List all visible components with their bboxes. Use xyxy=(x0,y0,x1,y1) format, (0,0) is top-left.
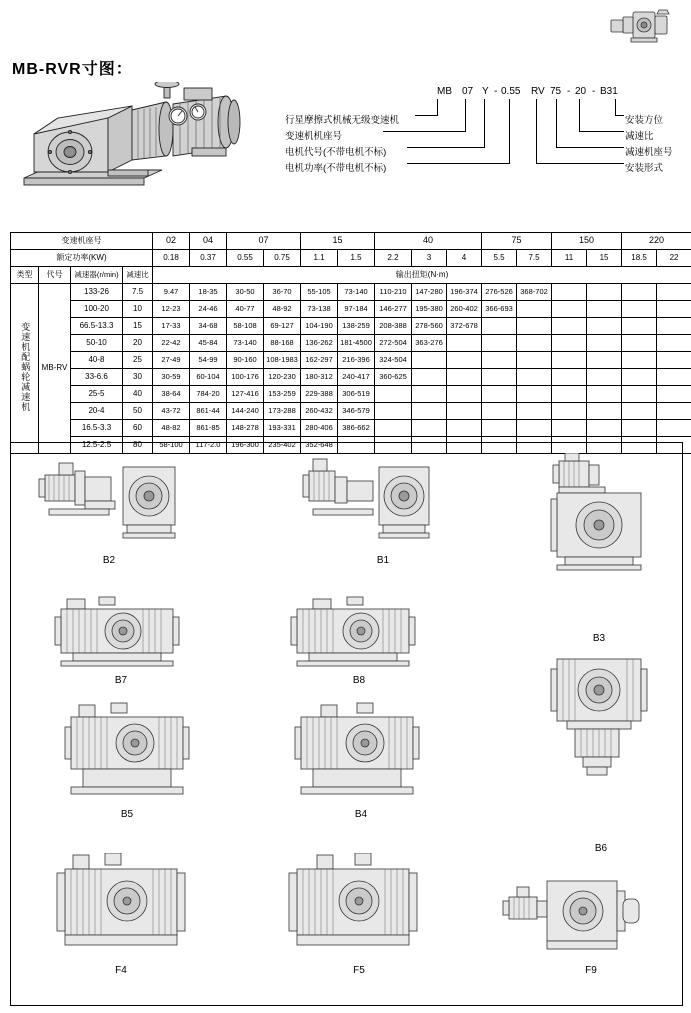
code-part-07: 07 xyxy=(462,86,474,97)
figure-caption-b5: B5 xyxy=(120,809,134,820)
cell-code-group: MB-RV xyxy=(39,284,71,454)
cell-torque xyxy=(587,386,622,403)
cell-torque: 195-380 xyxy=(412,301,447,318)
header-ratio: 减速比 xyxy=(123,267,153,284)
figure-b2 xyxy=(29,457,189,552)
cell-torque xyxy=(587,403,622,420)
cell-torque xyxy=(517,352,552,369)
header-frame-label: 变速机座号 xyxy=(11,233,153,250)
cell-ratio: 7.5 xyxy=(123,284,153,301)
cell-torque xyxy=(375,420,412,437)
cell-torque: 181-4500 xyxy=(338,335,375,352)
cell-torque: 360-625 xyxy=(375,369,412,386)
code-part-b31: B31 xyxy=(600,86,618,97)
cell-torque: 352-648 xyxy=(301,437,338,454)
label-mount-form: 安装形式 xyxy=(625,163,664,174)
gearbox-thumbnail-icon xyxy=(603,4,673,50)
figure-f5 xyxy=(283,853,433,963)
cell-torque: 324-504 xyxy=(375,352,412,369)
frame-size-220: 220 xyxy=(622,233,691,250)
code-dash-3: - xyxy=(592,86,596,97)
cell-torque: 216-396 xyxy=(338,352,375,369)
table-row xyxy=(11,386,691,403)
cell-torque xyxy=(657,301,691,318)
cell-ratio: 30 xyxy=(123,369,153,386)
cell-torque xyxy=(447,386,482,403)
cell-torque xyxy=(622,352,657,369)
cell-torque: 146-277 xyxy=(375,301,412,318)
power-9: 5.5 xyxy=(482,250,517,267)
page-title: MB-RVR寸图： xyxy=(12,61,133,78)
cell-torque: 48-92 xyxy=(264,301,301,318)
cell-torque xyxy=(412,420,447,437)
figure-f4 xyxy=(51,853,201,963)
table-row xyxy=(11,420,691,437)
cell-torque xyxy=(552,318,587,335)
header-power-label: 额定功率(KW) xyxy=(11,250,153,267)
cell-torque xyxy=(552,386,587,403)
cell-torque xyxy=(447,420,482,437)
cell-torque xyxy=(482,335,517,352)
cell-torque xyxy=(552,301,587,318)
cell-speed: 12.5-2.5 xyxy=(71,437,123,454)
table-row xyxy=(11,403,691,420)
power-11: 11 xyxy=(552,250,587,267)
cell-torque xyxy=(622,301,657,318)
power-13: 18.5 xyxy=(622,250,657,267)
cell-torque: 127-416 xyxy=(227,386,264,403)
cell-torque xyxy=(657,335,691,352)
cell-torque: 363-276 xyxy=(412,335,447,352)
cell-torque: 346-579 xyxy=(338,403,375,420)
cell-torque xyxy=(517,301,552,318)
table-row xyxy=(11,335,691,352)
specification-table-wrapper xyxy=(10,232,681,454)
cell-torque: 260-432 xyxy=(301,403,338,420)
power-3: 0.75 xyxy=(264,250,301,267)
cell-torque: 97-184 xyxy=(338,301,375,318)
table-row xyxy=(11,284,691,301)
header-speed: 减速器(r/min) xyxy=(71,267,123,284)
cell-torque: 208-388 xyxy=(375,318,412,335)
cell-torque: 45-84 xyxy=(190,335,227,352)
frame-size-150: 150 xyxy=(552,233,622,250)
cell-ratio: 25 xyxy=(123,352,153,369)
specification-table xyxy=(10,232,691,454)
label-reduction-ratio: 减速比 xyxy=(625,131,654,142)
cell-torque xyxy=(482,369,517,386)
table-row xyxy=(11,301,691,318)
cell-torque: 144-240 xyxy=(227,403,264,420)
code-part-rv: RV xyxy=(531,86,545,97)
cell-torque: 58-108 xyxy=(227,318,264,335)
cell-torque: 240-417 xyxy=(338,369,375,386)
figure-caption-b7: B7 xyxy=(114,675,128,686)
power-8: 4 xyxy=(447,250,482,267)
cell-torque xyxy=(657,318,691,335)
cell-torque: 162-297 xyxy=(301,352,338,369)
cell-torque: 12-23 xyxy=(153,301,190,318)
cell-torque: 100-176 xyxy=(227,369,264,386)
cell-torque xyxy=(587,318,622,335)
cell-speed: 100-20 xyxy=(71,301,123,318)
cell-torque xyxy=(447,403,482,420)
cell-torque xyxy=(447,352,482,369)
cell-torque xyxy=(622,284,657,301)
cell-torque: 117-2.0 xyxy=(190,437,227,454)
frame-size-75: 75 xyxy=(482,233,552,250)
cell-torque: 90-160 xyxy=(227,352,264,369)
cell-torque: 120-230 xyxy=(264,369,301,386)
cell-torque: 18-35 xyxy=(190,284,227,301)
cell-torque: 861-44 xyxy=(190,403,227,420)
cell-torque: 148-278 xyxy=(227,420,264,437)
cell-torque xyxy=(622,318,657,335)
label-variator-type: 行星摩擦式机械无级变速机 xyxy=(285,115,400,126)
cell-torque xyxy=(517,335,552,352)
cell-torque xyxy=(412,386,447,403)
cell-torque xyxy=(412,352,447,369)
power-6: 2.2 xyxy=(375,250,412,267)
cell-speed: 66.5-13.3 xyxy=(71,318,123,335)
cell-ratio: 15 xyxy=(123,318,153,335)
power-2: 0.55 xyxy=(227,250,264,267)
figure-caption-b1: B1 xyxy=(376,555,390,566)
cell-torque xyxy=(552,335,587,352)
cell-torque: 196-374 xyxy=(447,284,482,301)
cell-torque xyxy=(587,335,622,352)
frame-size-07: 07 xyxy=(227,233,301,250)
power-10: 7.5 xyxy=(517,250,552,267)
cell-torque: 30-59 xyxy=(153,369,190,386)
cell-speed: 133-26 xyxy=(71,284,123,301)
frame-size-15: 15 xyxy=(301,233,375,250)
mounting-figures-panel xyxy=(10,442,683,1006)
figure-b3 xyxy=(531,453,666,623)
cell-ratio: 10 xyxy=(123,301,153,318)
figure-b8 xyxy=(283,591,433,671)
code-dash-2: - xyxy=(567,86,571,97)
cell-torque: 280-406 xyxy=(301,420,338,437)
figure-caption-b3: B3 xyxy=(592,633,606,644)
cell-torque xyxy=(587,284,622,301)
cell-torque xyxy=(412,369,447,386)
cell-torque: 34-68 xyxy=(190,318,227,335)
cell-torque: 27-49 xyxy=(153,352,190,369)
cell-torque xyxy=(552,369,587,386)
table-row-column-heads xyxy=(11,267,691,284)
cell-speed: 20-4 xyxy=(71,403,123,420)
cell-torque: 147-280 xyxy=(412,284,447,301)
table-row xyxy=(11,352,691,369)
figure-b6 xyxy=(531,653,666,823)
cell-torque: 136-262 xyxy=(301,335,338,352)
cell-torque: 48-82 xyxy=(153,420,190,437)
cell-torque: 180-312 xyxy=(301,369,338,386)
cell-torque xyxy=(375,386,412,403)
cell-torque: 235-402 xyxy=(264,437,301,454)
cell-torque xyxy=(657,420,691,437)
power-7: 3 xyxy=(412,250,447,267)
frame-size-40: 40 xyxy=(375,233,482,250)
header-torque: 输出扭矩(N·m) xyxy=(153,267,691,284)
cell-torque xyxy=(375,403,412,420)
model-code-breakdown xyxy=(285,86,681,204)
cell-torque: 73-138 xyxy=(301,301,338,318)
frame-size-02: 02 xyxy=(153,233,190,250)
figure-caption-b2: B2 xyxy=(102,555,116,566)
cell-torque: 40-77 xyxy=(227,301,264,318)
cell-torque: 368-702 xyxy=(517,284,552,301)
cell-torque: 69-127 xyxy=(264,318,301,335)
figure-b7 xyxy=(47,591,197,671)
cell-torque: 306-519 xyxy=(338,386,375,403)
figure-caption-b6: B6 xyxy=(594,843,608,854)
cell-torque xyxy=(622,386,657,403)
cell-torque: 366-693 xyxy=(482,301,517,318)
cell-torque xyxy=(517,420,552,437)
cell-torque xyxy=(552,420,587,437)
cell-torque xyxy=(657,386,691,403)
cell-torque xyxy=(622,403,657,420)
cell-torque: 104-190 xyxy=(301,318,338,335)
table-row-rated-power xyxy=(11,250,691,267)
cell-torque xyxy=(482,352,517,369)
figure-b1 xyxy=(283,457,443,552)
cell-ratio: 40 xyxy=(123,386,153,403)
cell-ratio: 60 xyxy=(123,420,153,437)
figure-caption-f9: F9 xyxy=(585,965,597,976)
figure-caption-b4: B4 xyxy=(354,809,368,820)
label-mount-position: 安装方位 xyxy=(625,115,664,126)
header-code: 代号 xyxy=(39,267,71,284)
power-12: 15 xyxy=(587,250,622,267)
cell-torque xyxy=(552,403,587,420)
cell-torque: 861-85 xyxy=(190,420,227,437)
cell-torque: 22-42 xyxy=(153,335,190,352)
cell-torque: 43-72 xyxy=(153,403,190,420)
cell-torque xyxy=(482,403,517,420)
power-1: 0.37 xyxy=(190,250,227,267)
cell-torque xyxy=(517,386,552,403)
cell-torque: 73-140 xyxy=(227,335,264,352)
cell-torque: 173-288 xyxy=(264,403,301,420)
power-5: 1.5 xyxy=(338,250,375,267)
cell-torque: 73-140 xyxy=(338,284,375,301)
cell-speed: 50-10 xyxy=(71,335,123,352)
table-row-frame-sizes xyxy=(11,233,691,250)
cell-torque: 55-105 xyxy=(301,284,338,301)
cell-torque xyxy=(657,352,691,369)
cell-ratio: 20 xyxy=(123,335,153,352)
cell-torque xyxy=(412,403,447,420)
cell-torque xyxy=(657,403,691,420)
header-type: 类型 xyxy=(11,267,39,284)
cell-torque: 196-300 xyxy=(227,437,264,454)
cell-torque: 9.47 xyxy=(153,284,190,301)
table-row xyxy=(11,369,691,386)
figure-f9 xyxy=(499,867,659,967)
code-part-power: 0.55 xyxy=(501,86,521,97)
cell-torque: 278-560 xyxy=(412,318,447,335)
cell-speed: 40-8 xyxy=(71,352,123,369)
cell-torque xyxy=(552,284,587,301)
code-part-75: 75 xyxy=(550,86,562,97)
cell-torque xyxy=(482,420,517,437)
cell-torque xyxy=(517,369,552,386)
cell-ratio: 80 xyxy=(123,437,153,454)
cell-torque: 276-526 xyxy=(482,284,517,301)
code-part-y: Y xyxy=(482,86,489,97)
cell-torque: 110-210 xyxy=(375,284,412,301)
code-dash-1: - xyxy=(494,86,498,97)
label-variator-frame: 变速机机座号 xyxy=(285,131,343,142)
cell-torque: 54-99 xyxy=(190,352,227,369)
cell-torque xyxy=(587,352,622,369)
cell-torque: 88-168 xyxy=(264,335,301,352)
label-reducer-frame: 减速机座号 xyxy=(625,147,673,158)
cell-torque xyxy=(587,420,622,437)
cell-torque xyxy=(587,301,622,318)
cell-torque: 17-33 xyxy=(153,318,190,335)
cell-torque: 30-50 xyxy=(227,284,264,301)
figure-caption-b8: B8 xyxy=(352,675,366,686)
figure-b5 xyxy=(57,701,207,806)
cell-torque xyxy=(622,420,657,437)
cell-torque: 24-46 xyxy=(190,301,227,318)
cell-torque: 272-504 xyxy=(375,335,412,352)
cell-torque: 108-1983 xyxy=(264,352,301,369)
cell-torque xyxy=(447,369,482,386)
cell-torque xyxy=(587,369,622,386)
power-14: 22 xyxy=(657,250,691,267)
figure-b4 xyxy=(287,701,437,806)
cell-torque: 36-70 xyxy=(264,284,301,301)
table-row xyxy=(11,318,691,335)
cell-torque xyxy=(622,369,657,386)
cell-torque xyxy=(482,318,517,335)
cell-torque: 260-402 xyxy=(447,301,482,318)
code-part-mb: MB xyxy=(437,86,452,97)
type-vertical-label: 变速机配蜗轮减速机 xyxy=(20,322,31,413)
cell-torque xyxy=(657,369,691,386)
cell-torque xyxy=(622,335,657,352)
label-motor-code: 电机代号(不带电机不标) xyxy=(285,147,387,158)
label-motor-power: 电机功率(不带电机不标) xyxy=(285,163,387,174)
cell-torque: 229-388 xyxy=(301,386,338,403)
cell-speed: 25-5 xyxy=(71,386,123,403)
cell-torque: 38-64 xyxy=(153,386,190,403)
code-part-20: 20 xyxy=(575,86,587,97)
power-4: 1.1 xyxy=(301,250,338,267)
cell-speed: 16.5-3.3 xyxy=(71,420,123,437)
frame-size-04: 04 xyxy=(190,233,227,250)
cell-torque: 58-100 xyxy=(153,437,190,454)
product-illustration xyxy=(12,82,277,202)
power-0: 0.18 xyxy=(153,250,190,267)
cell-torque xyxy=(517,403,552,420)
figure-caption-f4: F4 xyxy=(115,965,127,976)
cell-torque: 138-259 xyxy=(338,318,375,335)
cell-torque xyxy=(657,284,691,301)
cell-ratio: 50 xyxy=(123,403,153,420)
figure-caption-f5: F5 xyxy=(353,965,365,976)
cell-torque: 153-259 xyxy=(264,386,301,403)
cell-torque: 386-662 xyxy=(338,420,375,437)
cell-torque: 784-20 xyxy=(190,386,227,403)
cell-type-group xyxy=(11,284,39,454)
cell-torque: 60-104 xyxy=(190,369,227,386)
cell-torque xyxy=(517,318,552,335)
cell-torque xyxy=(552,352,587,369)
cell-speed: 33-6.6 xyxy=(71,369,123,386)
cell-torque xyxy=(447,335,482,352)
cell-torque xyxy=(482,386,517,403)
cell-torque: 193-331 xyxy=(264,420,301,437)
cell-torque: 372-678 xyxy=(447,318,482,335)
